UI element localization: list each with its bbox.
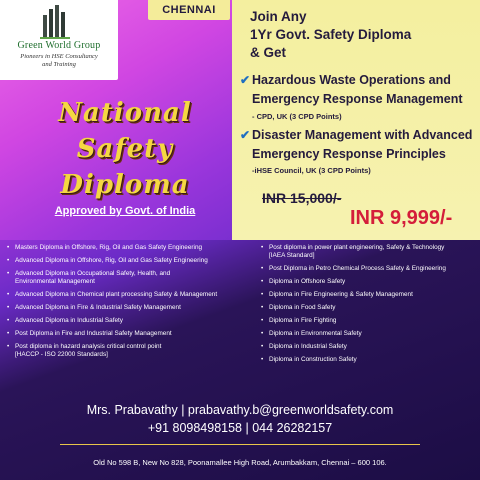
course-title-line-2: Emergency Response Principles: [252, 147, 446, 161]
offer-headline-line-2: 1Yr Govt. Safety Diploma: [250, 27, 412, 42]
list-item: • Diploma in Industrial Safety: [260, 343, 476, 351]
list-item: • Post Diploma in Fire and Industrial Safety Management: [6, 330, 246, 338]
contact-email[interactable]: prabavathy.b@greenworldsafety.com: [187, 403, 394, 417]
course-title-line-2: Emergency Response Management: [252, 92, 463, 106]
list-item: • Diploma in Fire Engineering & Safety Management: [260, 291, 476, 299]
offer-headline: [250, 8, 475, 62]
new-price: INR 9,999/-: [350, 207, 453, 229]
tagline-line-1: Pioneers in HSE Consultancy: [20, 53, 98, 60]
list-item: • Post diploma in hazard analysis critical control point [HACCP - ISO 22000 Standards]: [6, 343, 246, 359]
divider: [60, 444, 420, 445]
approval-note: Approved by Govt. of India: [54, 205, 196, 217]
check-icon: ✔: [240, 73, 251, 87]
title-line-2: Safety: [76, 134, 174, 164]
list-item: • Diploma in Fire Fighting: [260, 317, 476, 325]
offer-panel: [232, 0, 480, 240]
contact-line-2: [0, 420, 480, 436]
offer-headline-line-3: & Get: [250, 45, 287, 60]
left-course-list: [6, 244, 246, 359]
contact-phone-1[interactable]: +91 8098498158: [147, 421, 243, 435]
title-line-3: Diploma: [60, 170, 190, 200]
list-item: • Advanced Diploma in Fire & Industrial Safety Management: [6, 304, 246, 312]
list-item: • Advanced Diploma in Occupational Safety, Health, and Environmental Management: [6, 270, 246, 286]
tagline-line-2: and Training: [42, 61, 76, 68]
separator: |: [181, 403, 185, 417]
contact-block: [0, 402, 480, 436]
separator: |: [245, 421, 249, 435]
building-logo-icon: [40, 5, 70, 39]
course-title-line-1: Disaster Management with Advanced: [252, 128, 473, 142]
city-badge: CHENNAI: [148, 0, 230, 20]
address: Old No 598 B, New No 828, Poonamallee High Road, Arumbakkam, Chennai – 600 106.: [93, 458, 387, 467]
contact-phone-2[interactable]: 044 26282157: [252, 421, 333, 435]
check-icon: ✔: [240, 128, 251, 142]
list-item: • Post Diploma in Petro Chemical Process Safety & Engineering: [260, 265, 476, 273]
course-subtitle: -iHSE Council, UK (3 CPD Points): [252, 166, 371, 175]
list-item: • Advanced Diploma in Industrial Safety: [6, 317, 246, 325]
offer-headline-line-1: Join Any: [250, 9, 307, 24]
course-title-line-1: Hazardous Waste Operations and: [252, 73, 451, 87]
company-name: Green World Group: [17, 40, 101, 51]
list-item: • Diploma in Offshore Safety: [260, 278, 476, 286]
list-item: • Masters Diploma in Offshore, Rig, Oil and Gas Safety Engineering: [6, 244, 246, 252]
course-subtitle: - CPD, UK (3 CPD Points): [252, 112, 342, 121]
title-line-1: National: [58, 98, 192, 128]
logo: [0, 0, 118, 80]
list-item: • Post diploma in power plant engineering, Safety & Technology [IAEA Standard]: [260, 244, 476, 260]
list-item: • Advanced Diploma in Offshore, Rig, Oil and Gas Safety Engineering: [6, 257, 246, 265]
right-course-list: [260, 244, 476, 364]
contact-line-1: [0, 402, 480, 418]
list-item: • Diploma in Food Safety: [260, 304, 476, 312]
list-item: • Diploma in Environmental Safety: [260, 330, 476, 338]
old-price: INR 15,000/-: [262, 190, 342, 206]
course-lists: [0, 244, 480, 388]
company-tagline: [4, 53, 114, 69]
list-item: • Advanced Diploma in Chemical plant processing Safety & Management: [6, 291, 246, 299]
contact-name: Mrs. Prabavathy: [86, 403, 178, 417]
list-item: • Diploma in Construction Safety: [260, 356, 476, 364]
